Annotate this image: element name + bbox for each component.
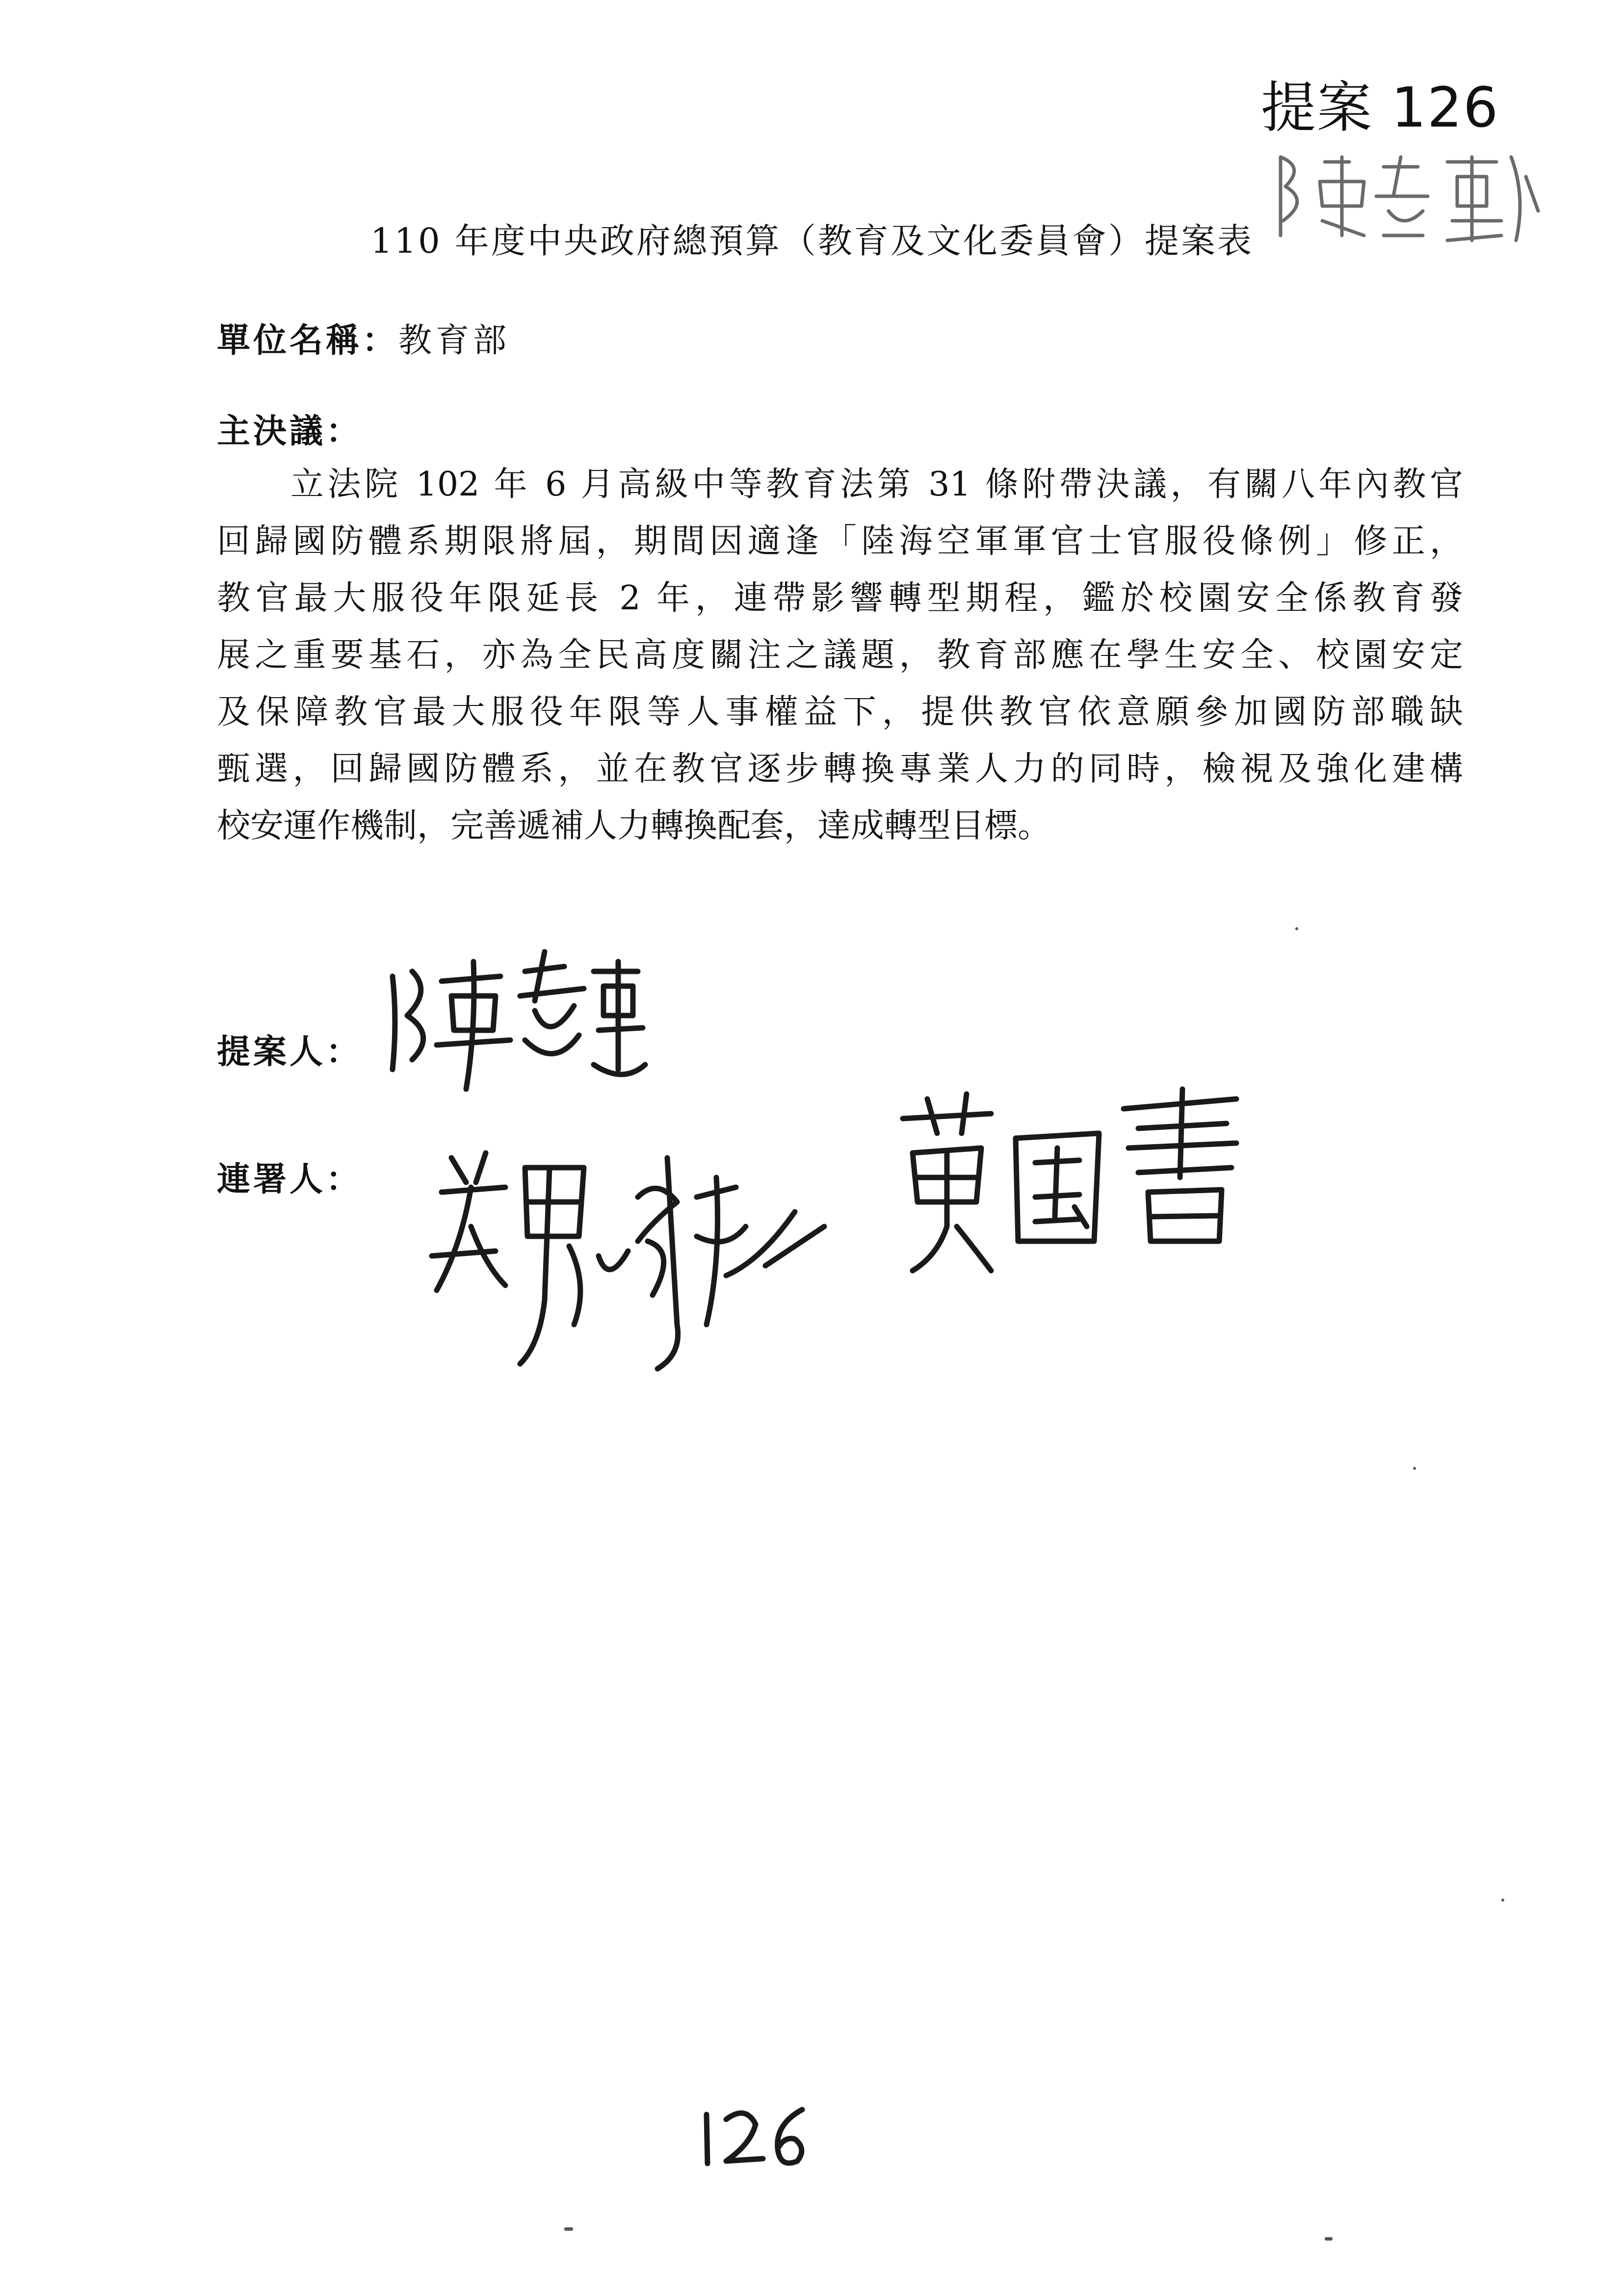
form-title: 110 年度中央政府總預算（教育及文化委員會）提案表 bbox=[370, 221, 1254, 261]
cosigner-signature-2 bbox=[893, 1079, 1266, 1285]
scan-speck bbox=[1501, 1899, 1504, 1902]
resolution-line: 及保障教官最大服役年限等人事權益下，提供教官依意願參加國防部職缺 bbox=[217, 693, 1463, 731]
unit-value: 教育部 bbox=[398, 321, 511, 360]
scan-speck bbox=[1413, 1467, 1416, 1470]
scan-speck bbox=[1295, 927, 1298, 930]
unit-row bbox=[217, 314, 510, 362]
cosigner-signature-1 bbox=[422, 1138, 854, 1383]
cosigner-label: 連署人： bbox=[217, 1160, 363, 1199]
scan-speck bbox=[1325, 2237, 1333, 2241]
resolution-body bbox=[217, 456, 1463, 855]
resolution-line: 回歸國防體系期限將屆，期間因適逢「陸海空軍軍官士官服役條例」修正， bbox=[217, 522, 1463, 561]
resolution-line: 甄選，回歸國防體系，並在教官逐步轉換專業人力的同時，檢視及強化建構 bbox=[217, 750, 1463, 788]
proposal-number: 提案 126 bbox=[1261, 76, 1499, 140]
proposer-signature bbox=[378, 942, 653, 1099]
proposer-label: 提案人： bbox=[217, 1032, 363, 1071]
resolution-line: 立法院 102 年 6 月高級中等教育法第 31 條附帶決議，有關八年內教官 bbox=[290, 465, 1463, 504]
scan-speck bbox=[564, 2227, 573, 2231]
resolution-line: 校安運作機制，完善遞補人力轉換配套，達成轉型目標。 bbox=[217, 807, 1051, 845]
unit-label: 單位名稱： bbox=[217, 321, 399, 360]
resolution-line: 展之重要基石，亦為全民高度關注之議題，教育部應在學生安全、校園安定 bbox=[217, 636, 1463, 675]
resolution-line: 教官最大服役年限延長 2 年，連帶影響轉型期程，鑑於校園安全係教育發 bbox=[217, 579, 1463, 618]
handwritten-page-number bbox=[697, 2100, 819, 2173]
resolution-label: 主決議： bbox=[217, 412, 363, 451]
